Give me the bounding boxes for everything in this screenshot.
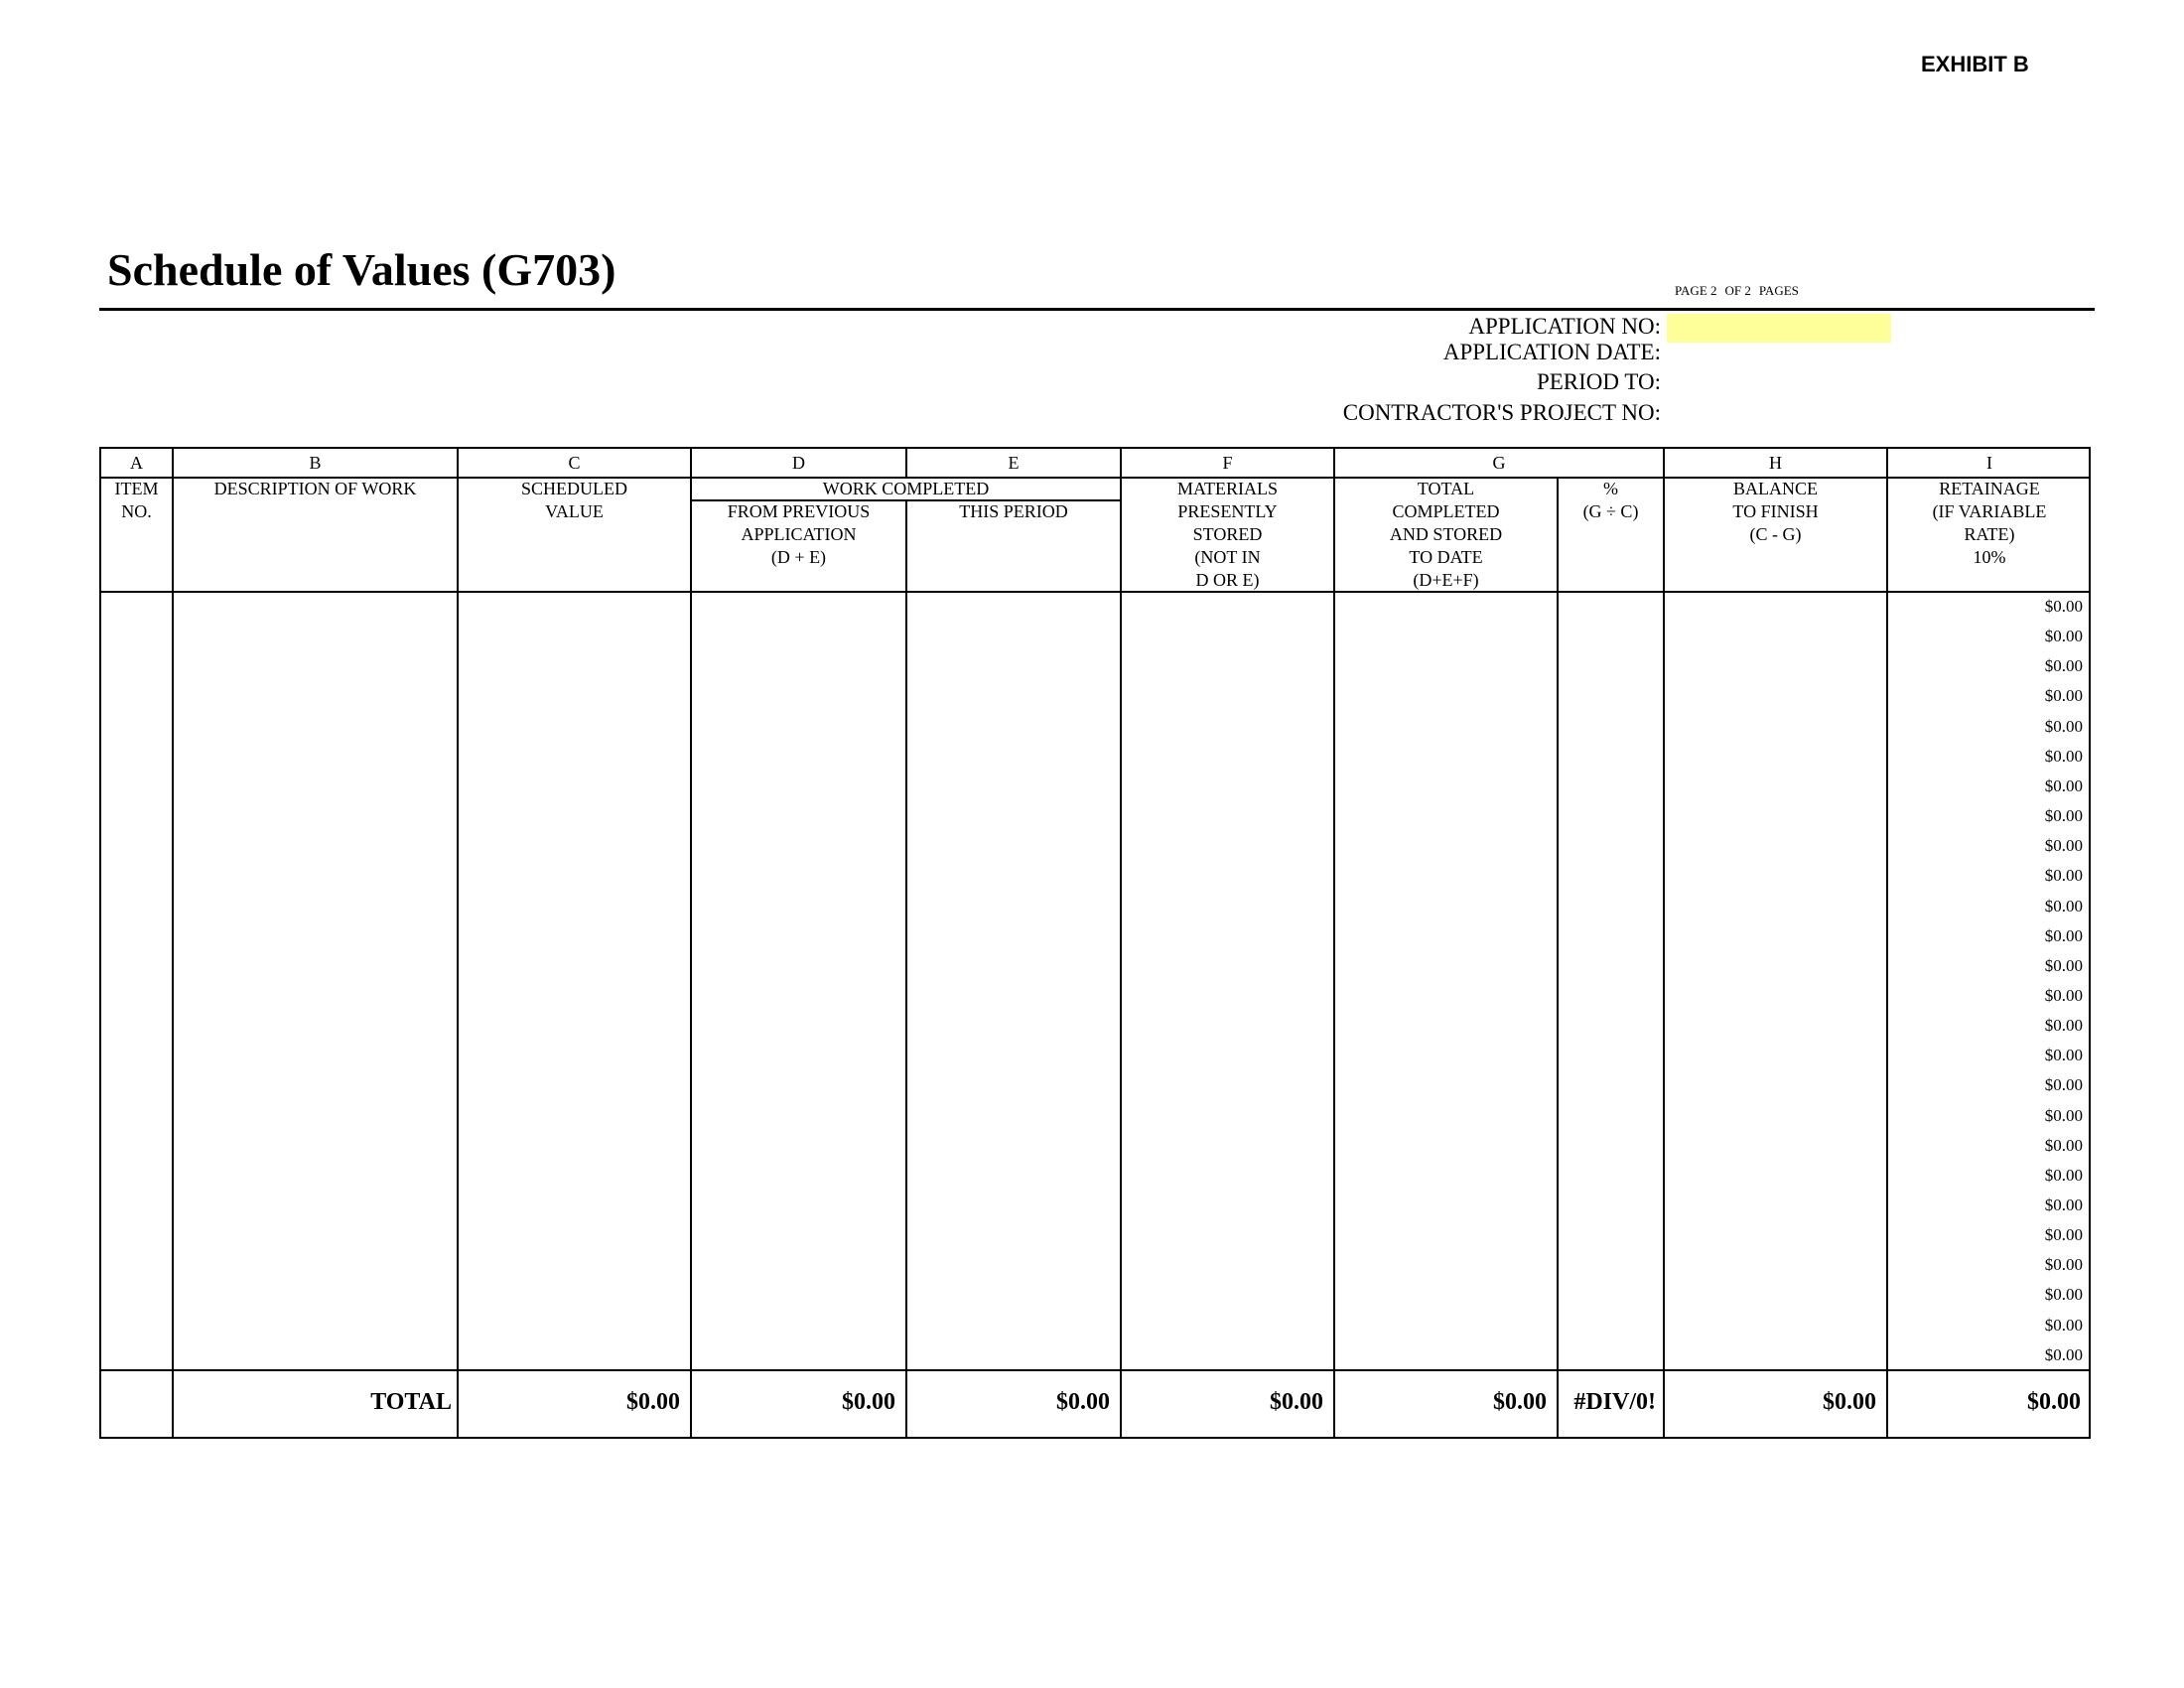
application-date-label: APPLICATION DATE:	[1442, 340, 1661, 364]
column-divider-h	[1886, 447, 1888, 1439]
column-divider-a	[172, 447, 174, 1439]
column-divider-f	[1333, 447, 1335, 1439]
column-letter-c: C	[568, 453, 581, 473]
header-scheduled-value: SCHEDULED VALUE	[521, 479, 627, 521]
total-completed: $0.00	[1493, 1389, 1547, 1415]
page-number: PAGE 2	[1675, 283, 1717, 298]
column-divider-g-pct	[1557, 477, 1559, 1439]
period-to-label: PERIOD TO:	[1536, 369, 1661, 394]
header-from-previous: FROM PREVIOUS APPLICATION (D + E)	[727, 501, 871, 567]
retainage-row-value: $0.00	[2044, 1315, 2083, 1335]
column-letter-f: F	[1222, 453, 1233, 473]
retainage-row-value: $0.00	[2044, 656, 2083, 676]
column-letter-g: G	[1492, 453, 1506, 473]
retainage-row-value: $0.00	[2044, 716, 2083, 736]
project-number-label: CONTRACTOR'S PROJECT NO:	[1342, 400, 1661, 425]
retainage-row-value: $0.00	[2044, 1344, 2083, 1364]
page-of-count: OF 2	[1724, 283, 1751, 298]
total-this-period: $0.00	[1056, 1389, 1110, 1415]
column-divider-d	[905, 499, 907, 1439]
column-letter-e: E	[1008, 453, 1020, 473]
column-divider-c	[690, 447, 692, 1439]
retainage-row-value: $0.00	[2044, 1225, 2083, 1245]
header-balance: BALANCE TO FINISH (C - G)	[1732, 479, 1819, 544]
retainage-row-value: $0.00	[2044, 925, 2083, 945]
retainage-row-value: $0.00	[2044, 1105, 2083, 1125]
column-letter-d: D	[792, 453, 805, 473]
total-balance: $0.00	[1823, 1389, 1876, 1415]
retainage-row-value: $0.00	[2044, 1196, 2083, 1214]
total-from-previous: $0.00	[842, 1389, 895, 1415]
header-percent: % (G ÷ C)	[1582, 479, 1639, 521]
column-divider-g	[1663, 447, 1665, 1439]
retainage-row-value: $0.00	[2044, 1075, 2083, 1095]
column-letter-h: H	[1769, 453, 1782, 473]
application-number-field[interactable]	[1667, 314, 1891, 343]
retainage-row-value: $0.00	[2044, 836, 2083, 856]
retainage-row-value: $0.00	[2044, 1135, 2083, 1155]
total-retainage: $0.00	[2027, 1389, 2081, 1415]
retainage-row-value: $0.00	[2044, 985, 2083, 1005]
retainage-row-value: $0.00	[2044, 1016, 2083, 1036]
header-this-period: THIS PERIOD	[959, 501, 1068, 521]
total-percent: #DIV/0!	[1573, 1389, 1656, 1415]
retainage-row-value: $0.00	[2044, 1255, 2083, 1275]
header-bottom-divider	[99, 591, 2091, 593]
header-retainage: RETAINAGE (IF VARIABLE RATE) 10%	[1932, 479, 2047, 567]
schedule-table	[99, 447, 2091, 1439]
header-description: DESCRIPTION OF WORK	[213, 479, 417, 498]
pages-label: PAGES	[1758, 283, 1799, 298]
retainage-row-value: $0.00	[2044, 806, 2083, 826]
title-rule	[99, 308, 2095, 311]
total-row-divider	[99, 1369, 2091, 1371]
column-divider-b	[457, 447, 459, 1439]
column-divider-e	[1120, 447, 1122, 1439]
retainage-row-value: $0.00	[2044, 686, 2083, 706]
retainage-row-value: $0.00	[2044, 955, 2083, 975]
retainage-row-value: $0.00	[2044, 627, 2083, 646]
column-letter-i: I	[1986, 453, 1992, 473]
column-letter-b: B	[309, 453, 322, 473]
retainage-row-value: $0.00	[2044, 896, 2083, 915]
retainage-row-value: $0.00	[2044, 1285, 2083, 1305]
header-work-completed: WORK COMPLETED	[822, 479, 990, 498]
page-indicator	[1675, 283, 1807, 299]
retainage-row-value: $0.00	[2044, 597, 2083, 616]
header-total-completed: TOTAL COMPLETED AND STORED TO DATE (D+E+F)	[1389, 479, 1503, 590]
retainage-row-value: $0.00	[2044, 866, 2083, 886]
application-number-label: APPLICATION NO:	[1468, 314, 1661, 339]
retainage-row-value: $0.00	[2044, 746, 2083, 766]
retainage-row-value: $0.00	[2044, 1165, 2083, 1185]
column-letter-a: A	[130, 453, 143, 473]
header-materials: MATERIALS PRESENTLY STORED (NOT IN D OR E)	[1176, 479, 1278, 590]
page-title: Schedule of Values (G703)	[107, 244, 616, 295]
header-item-no: ITEM NO.	[114, 479, 159, 521]
retainage-row-value: $0.00	[2044, 775, 2083, 795]
total-materials: $0.00	[1270, 1389, 1323, 1415]
total-label: TOTAL	[370, 1389, 452, 1415]
exhibit-label: EXHIBIT B	[1921, 52, 2029, 76]
retainage-row-value: $0.00	[2044, 1046, 2083, 1065]
total-scheduled-value: $0.00	[626, 1389, 680, 1415]
